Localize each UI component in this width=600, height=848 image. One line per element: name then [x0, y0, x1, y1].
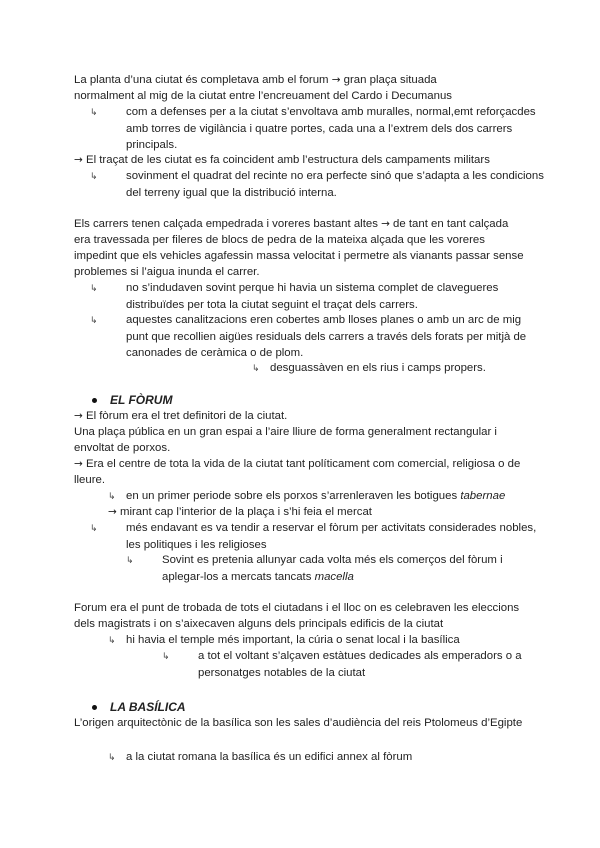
sub-item-text: a tot el voltant s’alçaven estàtues dedicades als emperadors o a personatges notables de la ciutat: [198, 650, 522, 679]
tabernae-term: tabernae: [460, 490, 506, 502]
sub-item-noble: [90, 520, 546, 553]
sub-item-defenses: [90, 104, 546, 153]
sub-item-drain: [252, 360, 486, 377]
return-arrow-icon: ↳: [108, 636, 116, 646]
return-arrow-icon: ↳: [90, 284, 98, 294]
forum-text: El fòrum era el tret definitori de la ciutat.: [82, 410, 288, 422]
trace-text: El traçat de les ciutat es fa coincident amb l’estructura dels campaments militars: [82, 154, 490, 166]
sub-item-temple: [108, 632, 460, 649]
arrow-icon: →: [108, 506, 117, 518]
sub-item-text: aquestes canalitzacions eren cobertes amb lloses planes o amb un arc de mig punt que recollien aigües residuals dels carrers a través dels forats per mitjà de canonades de ceràmica o de plom.: [126, 314, 527, 359]
streets-paragraph: [74, 216, 524, 280]
sub-item-shops: [108, 488, 505, 505]
sub-item-statues: [162, 648, 548, 681]
sub-item-text: desguassàven en els rius i camps propers.: [270, 362, 486, 374]
sub-item-sewers: [90, 280, 546, 313]
arrow-icon: →: [381, 218, 390, 230]
return-arrow-icon: ↳: [108, 753, 116, 763]
forum-paragraph-4: Forum era el punt de trobada de tots el ciutadans i el lloc on es celebraven les eleccions dels magistrats i on s’aixecaven alguns dels principals edificis de la ciutat: [74, 602, 520, 630]
sub-item-text: no s’indudaven sovint perque hi havia un sistema complet de clavegueres distribuïdes per tota la ciutat seguint el traçat dels carrers.: [126, 282, 499, 311]
streets-text-cont: de tant en tant calçada era travessada per fileres de blocs de pedra de la mateixa alçada que les voreres impedint que els vehicles agafessin massa velocitat i permetre als vianants passar sense problemes si l’aigua inunda el carrer.: [74, 218, 524, 278]
sub-item-text: a la ciutat romana la basílica és un edifici annex al fòrum: [126, 751, 413, 763]
arrow-icon: →: [331, 74, 341, 86]
sub-item-text: en un primer periode sobre els porxos s’arrenleraven les botigues: [126, 490, 461, 502]
return-arrow-icon: ↳: [162, 652, 170, 662]
intro-text: La planta d’una ciutat és completava amb el forum: [74, 74, 332, 86]
arrow-icon: →: [74, 410, 83, 422]
intro-line-1: [74, 72, 437, 88]
streets-text: Els carrers tenen calçada empedrada i voreres bastant altes: [74, 218, 382, 230]
sub-item-commerce: [126, 552, 546, 585]
return-arrow-icon: ↳: [108, 492, 116, 502]
return-arrow-icon: ↳: [90, 108, 98, 118]
bullet-icon: [92, 398, 97, 403]
basilica-heading: LA BASÍLICA: [110, 700, 186, 714]
sub-item-market: [108, 504, 372, 520]
sub-item-text: mirant cap l’interior de la plaça i s’hi feia el mercat: [116, 506, 372, 518]
return-arrow-icon: ↳: [90, 316, 98, 326]
trace-line: [74, 152, 490, 168]
forum-paragraph-3: [74, 456, 534, 488]
sub-item-text: més endavant es va tendir a reservar el fòrum per activitats considerades nobles, les politiques i les religioses: [126, 522, 537, 551]
sub-item-text: Sovint es pretenia allunyar cada volta més els comerços del fòrum i aplegar-los a mercats tancats: [162, 554, 503, 583]
sub-item-channels: [90, 312, 546, 361]
forum-heading: EL FÒRUM: [110, 393, 173, 407]
sub-item-square: [90, 168, 546, 201]
arrow-icon: →: [74, 458, 83, 470]
forum-line-1: [74, 408, 287, 424]
sub-item-text: com a defenses per a la ciutat s’envoltava amb muralles, normal,emt reforçacdes amb torres de vigilància i quatre portes, cada una a l’extrem dels dos carrers principals.: [126, 106, 536, 151]
return-arrow-icon: ↳: [90, 524, 98, 534]
macella-term: macella: [314, 571, 354, 583]
forum-text: Era el centre de tota la vida de la ciutat tant políticament com comercial, religiosa o de lleure.: [74, 458, 521, 486]
return-arrow-icon: ↳: [126, 556, 134, 566]
intro-line-2: normalment al mig de la ciutat entre l’encreuament del Cardo i Decumanus: [74, 90, 452, 102]
sub-item-text: sovinment el quadrat del recinte no era perfecte sinó que s’adapta a les condicions del terreny igual que la distribució interna.: [126, 170, 544, 199]
forum-paragraph-2: Una plaça pública en un gran espai a l’aire lliure de forma generalment rectangular i envoltat de porxos.: [74, 426, 497, 454]
arrow-icon: →: [74, 154, 83, 166]
intro-text-cont: gran plaça situada: [340, 74, 437, 86]
sub-item-text: hi havia el temple més important, la cúria o senat local i la basílica: [126, 634, 460, 646]
return-arrow-icon: ↳: [90, 172, 98, 182]
return-arrow-icon: ↳: [252, 364, 260, 374]
bullet-icon: [92, 705, 97, 710]
basilica-paragraph: L’origen arquitectònic de la basílica son les sales d’audiència del reis Ptolomeus d’Egipte: [74, 717, 523, 729]
sub-item-annex: [108, 749, 412, 766]
